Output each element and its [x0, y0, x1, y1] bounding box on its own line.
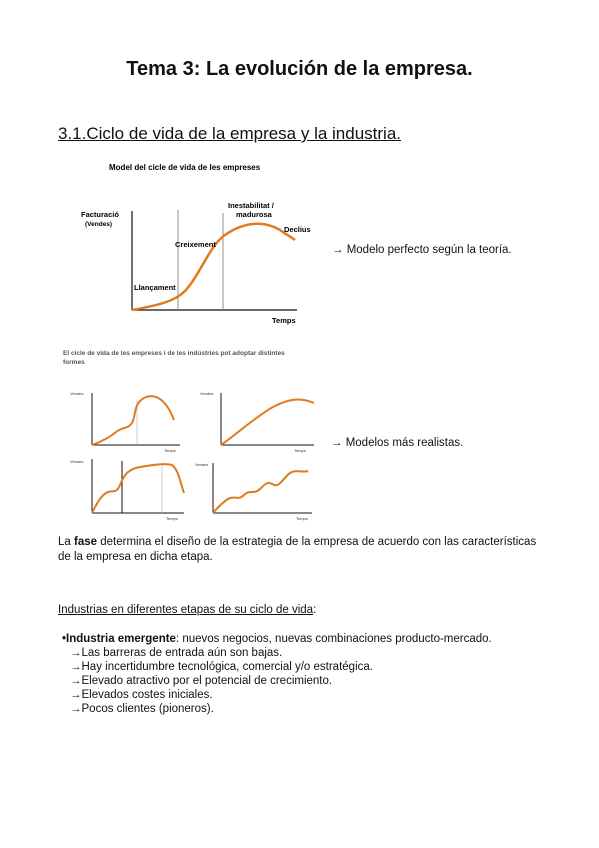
- emergent-item: →Elevados costes iniciales.: [70, 689, 213, 701]
- panel-bottom-right: [195, 462, 312, 521]
- emergent-description: : nuevos negocios, nuevas combinaciones producto-mercado.: [175, 633, 492, 645]
- figure1-ylabel-1: Facturació: [81, 210, 119, 219]
- phase-paragraph: [58, 535, 548, 565]
- panel2-curve: [221, 400, 314, 445]
- emergent-item: →Elevado atractivo por el potencial de crecimiento.: [70, 675, 333, 687]
- panel4-xlabel: Temps: [296, 516, 308, 521]
- industries-heading-colon: :: [313, 604, 317, 616]
- emergent-industry-block: [62, 632, 492, 716]
- panel3-curve: [92, 464, 184, 513]
- industries-heading-text: Industrias en diferentes etapas de su ciclo de vida: [58, 604, 314, 616]
- panel-bottom-left: [70, 459, 184, 521]
- panel1-xlabel: Temps: [164, 448, 176, 453]
- panel4-ylabel: Vendes: [195, 462, 209, 467]
- emergent-industry-line: [62, 632, 492, 646]
- emergent-item: →Las barreras de entrada aún son bajas.: [70, 647, 283, 659]
- figure1-xlabel: Temps: [272, 316, 296, 325]
- paragraph-pre: La: [58, 536, 74, 548]
- panel-top-left: [70, 391, 180, 453]
- panel2-ylabel: Vendes: [200, 391, 214, 396]
- panel3-ylabel: Vendes: [70, 459, 84, 464]
- phase-maturity-label-2: madurosa: [236, 210, 272, 219]
- panel1-curve: [92, 396, 174, 445]
- figure2-title-line-1: El cicle de vida de les empreses i de les indústries pot adoptar distintes: [63, 350, 285, 357]
- emergent-item: →Hay incertidumbre tecnológica, comercial y/o estratégica.: [70, 661, 373, 673]
- paragraph-bold-fase: fase: [74, 536, 98, 548]
- phase-decline-label: Declius: [284, 225, 311, 234]
- phase-growth-label: Creixement: [175, 240, 216, 249]
- industries-heading: [58, 604, 316, 616]
- document-title: Tema 3: La evolución de la empresa.: [126, 58, 473, 80]
- emergent-item: →Pocos clientes (pioneros).: [70, 703, 214, 715]
- figure1-ylabel-2: (Vendes): [85, 221, 113, 228]
- note-perfect-model: → Modelo perfecto según la teoría.: [332, 244, 512, 256]
- paragraph-post: determina el diseño de la estrategia de la empresa de acuerdo con las características de la empresa en dicha etapa.: [58, 536, 537, 563]
- bullet-marker: •: [62, 633, 67, 645]
- figure2-title: [63, 349, 323, 367]
- lifecycle-model-figure: [75, 155, 315, 330]
- figure1-title: Model del cicle de vida de les empreses: [109, 163, 261, 172]
- figure1-lifecycle-curve: [132, 224, 295, 310]
- panel2-xlabel: Temps: [294, 448, 306, 453]
- phase-maturity-label-1: Inestabilitat /: [228, 201, 274, 210]
- panel-top-right: [200, 391, 314, 453]
- realistic-models-figure: [68, 385, 328, 525]
- note-realistic-models: → Modelos más realistas.: [331, 437, 464, 449]
- emergent-label: Industria emergente: [66, 633, 176, 645]
- figure2-title-line-2: formes: [63, 359, 85, 366]
- panel3-xlabel: Temps: [166, 516, 178, 521]
- section-title: 3.1.Ciclo de vida de la empresa y la industria.: [58, 124, 402, 143]
- panel4-curve: [213, 471, 308, 513]
- phase-launch-label: Llançament: [134, 283, 176, 292]
- panel1-ylabel: Vendes: [70, 391, 84, 396]
